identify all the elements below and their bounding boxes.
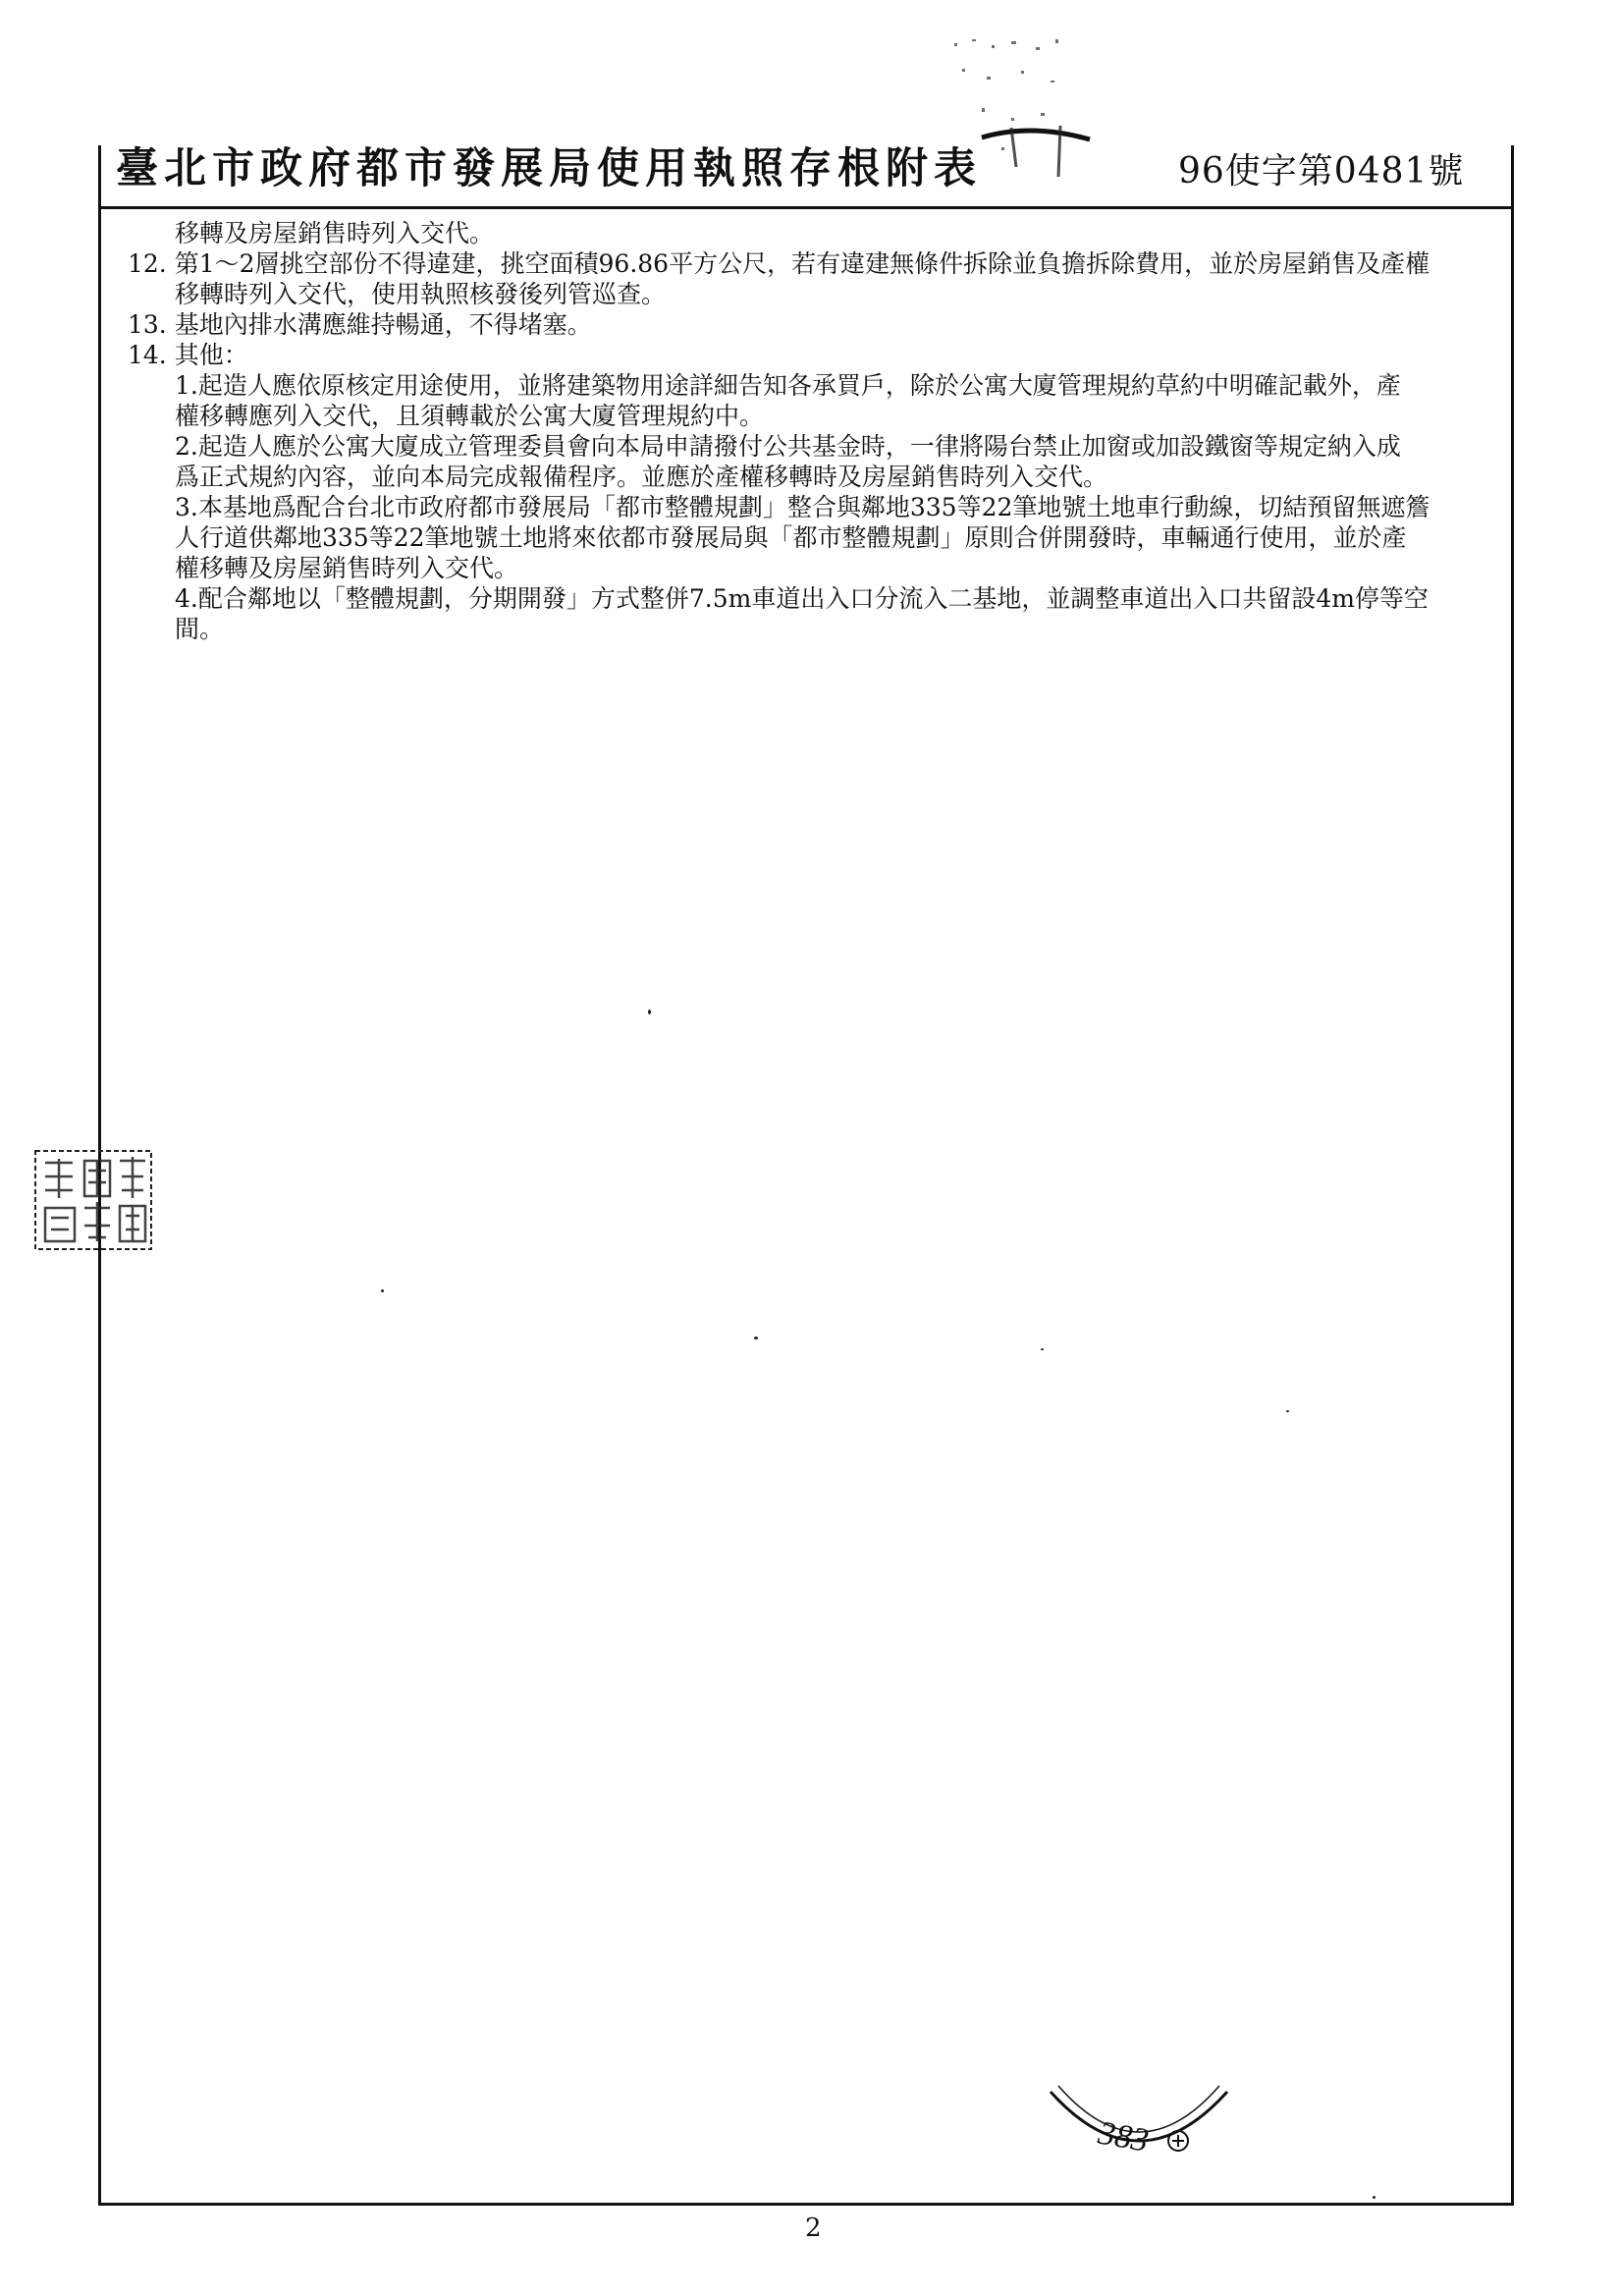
seal-number-text: 383 <box>1095 2114 1152 2159</box>
bottom-seal-stamp <box>1041 2072 1237 2180</box>
document-title: 臺北市政府都市發展局使用執照存根附表 <box>116 144 982 193</box>
body-line-item-13: 13. 基地內排水溝應維持暢通，不得堵塞。 <box>128 310 592 339</box>
header-divider <box>98 206 1512 209</box>
scan-speck <box>381 1289 384 1292</box>
body-line-item-14: 14. 其他： <box>128 341 248 369</box>
body-line: 間。 <box>175 615 225 643</box>
body-line: 人行道供鄰地335等22筆地號土地將來依都市發展局與「都市整體規劃」原則合併開發時，車輛通行使用，並於產 <box>175 523 1407 552</box>
scan-speck <box>1286 1410 1289 1412</box>
body-line: 權移轉應列入交代，且須轉載於公寓大廈管理規約中。 <box>175 402 765 430</box>
document-body <box>128 218 1522 644</box>
scan-speck <box>1373 2196 1375 2199</box>
body-line-sub-1: 1.起造人應依原核定用途使用，並將建築物用途詳細告知各承買戶，除於公寓大廈管理規約草約中明確記載外，產 <box>175 371 1401 400</box>
body-line-item-12: 12. 第1～2層挑空部份不得違建，挑空面積96.86平方公尺，若有違建無條件拆除並負擔拆除費用，並於房屋銷售及產權 <box>128 249 1430 278</box>
body-line-sub-2: 2.起造人應於公寓大廈成立管理委員會向本局申請撥付公共基金時，一律將陽台禁止加窗或加設鐵窗等規定納入成 <box>175 432 1401 461</box>
scan-speck <box>1041 1348 1044 1350</box>
left-margin-seal-stamp <box>29 1147 157 1253</box>
body-line-sub-3: 3.本基地爲配合台北市政府都市發展局「都市整體規劃」整合與鄰地335等22筆地號土地車行動線，切結預留無遮簷 <box>175 493 1430 521</box>
body-line: 移轉及房屋銷售時列入交代。 <box>175 219 495 247</box>
body-line: 移轉時列入交代，使用執照核發後列管巡查。 <box>175 280 667 308</box>
scan-speck <box>754 1337 758 1339</box>
page-number: 2 <box>805 2214 822 2243</box>
scan-speck <box>648 1010 651 1014</box>
permit-number: 96使字第0481號 <box>1178 151 1465 191</box>
body-line: 權移轉及房屋銷售時列入交代。 <box>175 554 519 582</box>
body-line-sub-4: 4.配合鄰地以「整體規劃，分期開發」方式整併7.5m車道出入口分流入二基地，並調整車道出入口共留設4m停等空 <box>175 584 1429 613</box>
top-seal-stamp <box>943 29 1119 196</box>
body-line: 爲正式規約內容，並向本局完成報備程序。並應於產權移轉時及房屋銷售時列入交代。 <box>175 463 1108 491</box>
